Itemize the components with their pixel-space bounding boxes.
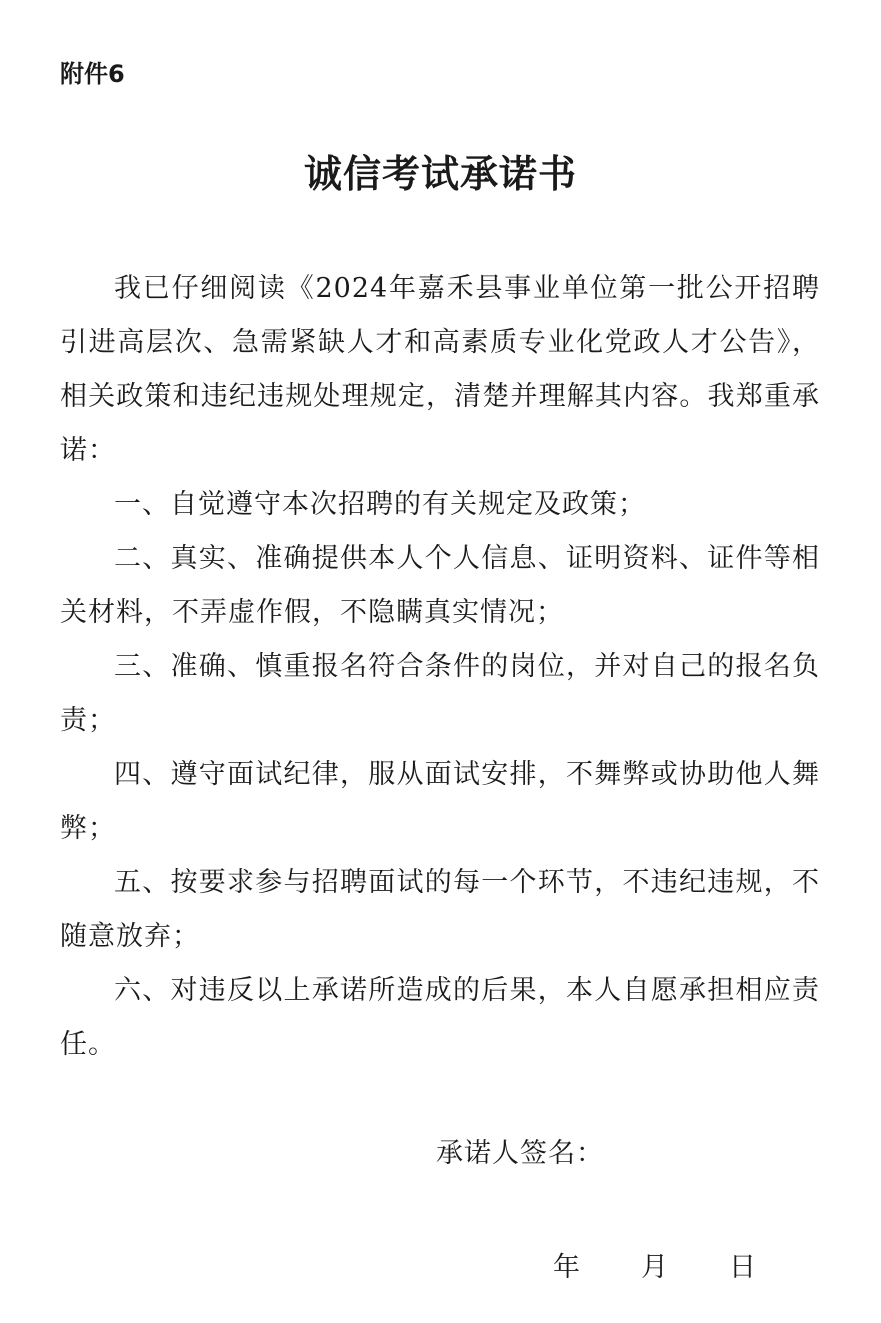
document-title: 诚信考试承诺书 (303, 151, 577, 196)
date-year-label: 年 (553, 1252, 580, 1283)
date-month-label: 月 (641, 1252, 668, 1283)
document-body (60, 262, 820, 1072)
commitment-item-3: 三、准确、慎重报名符合条件的岗位，并对自己的报名负责； (60, 651, 820, 736)
date-day-label: 日 (729, 1252, 756, 1283)
commitment-item-2: 二、真实、准确提供本人个人信息、证明资料、证件等相关材料，不弄虚作假，不隐瞒真实情况； (60, 543, 820, 628)
commitment-item-1: 一、自觉遵守本次招聘的有关规定及政策； (114, 489, 646, 520)
attachment-label: 附件6 (60, 60, 125, 88)
commitment-item-6: 六、对违反以上承诺所造成的后果，本人自愿承担相应责任。 (60, 975, 820, 1060)
commitment-item-4: 四、遵守面试纪律，服从面试安排，不舞弊或协助他人舞弊； (60, 759, 820, 844)
date-line (553, 1248, 769, 1288)
commitment-item-5: 五、按要求参与招聘面试的每一个环节，不违纪违规，不随意放弃； (60, 867, 820, 952)
intro-paragraph: 我已仔细阅读《2024年嘉禾县事业单位第一批公开招聘引进高层次、急需紧缺人才和高素质专业化党政人才公告》，相关政策和违纪违规处理规定，清楚并理解其内容。我郑重承诺： (60, 273, 820, 466)
signature-label: 承诺人签名： (436, 1138, 604, 1169)
